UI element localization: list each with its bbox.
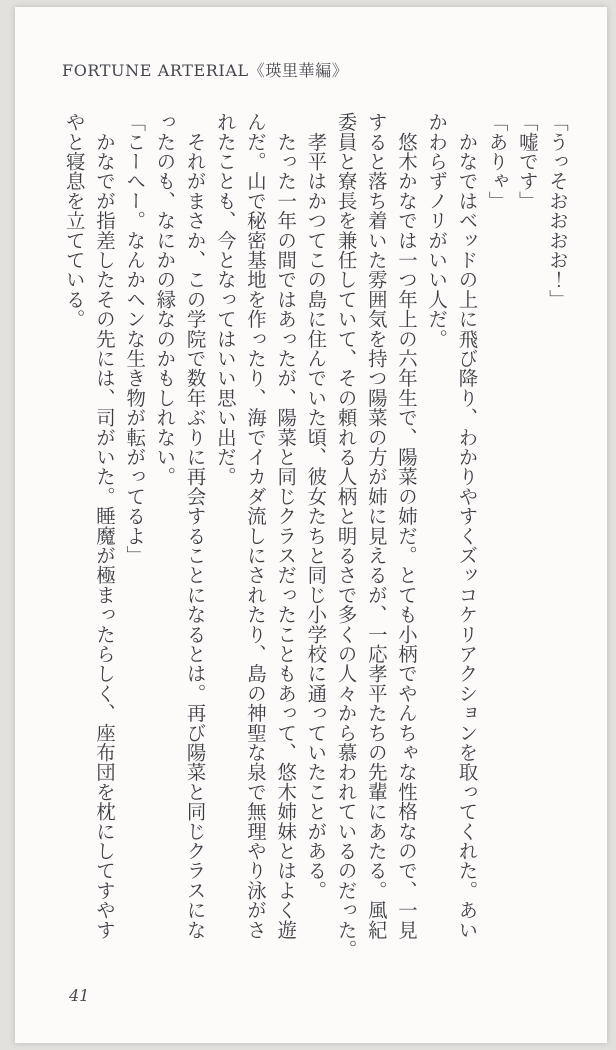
text-line: かなではベッドの上に飛び降り、わかりやすくズッコケリアクションを取ってくれた。あい xyxy=(455,112,479,940)
text-line: 「ありゃ」 xyxy=(485,112,509,211)
text-line: たった一年の間ではあったが、陽菜と同じクラスだったこともあって、悠木姉妹とはよく遊 xyxy=(274,112,298,940)
text-line: それがまさか、この学院で数年ぶりに再会することになるとは。再び陽菜と同じクラスにな xyxy=(183,112,207,940)
text-line: んだ。山で秘密基地を作ったり、海でイカダ流しにされたり、島の神聖な泉で無理やり泳がさ xyxy=(243,112,267,940)
text-line: かなでが指差したその先には、司がいた。睡魔が極まったらしく、座布団を枕にしてすやす xyxy=(92,112,116,940)
running-header: FORTUNE ARTERIAL《瑛里華編》 xyxy=(62,61,349,80)
text-line: 孝平はかつてこの島に住んでいた頃、彼女たちと同じ小学校に通っていたことがある。 xyxy=(304,112,328,900)
text-line: れたことも、今となってはいい思い出だ。 xyxy=(213,112,237,487)
vertical-text-block xyxy=(59,112,572,970)
text-line: すると落ち着いた雰囲気を持つ陽菜の方が姉に見えるが、一応孝平たちの先輩にあたる。風紀 xyxy=(364,112,388,940)
page-number: 41 xyxy=(69,986,90,1005)
text-line: 「うっそおおおお！」 xyxy=(546,112,569,309)
text-line: 委員と寮長を兼任していて、その頼れる人柄と明るさで多くの人々から慕われているのだった。 xyxy=(334,112,358,960)
text-line: 「こーへー。なんかヘンな生き物が転がってるよ」 xyxy=(123,112,147,566)
text-line: やと寝息を立てている。 xyxy=(62,112,86,329)
text-line: 「嘘です」 xyxy=(515,112,539,211)
text-line: かわらずノリがいい人だ。 xyxy=(425,112,449,349)
text-line: ったのも、なにかの縁なのかもしれない。 xyxy=(153,112,177,487)
text-line: 悠木かなでは一つ年上の六年生で、陽菜の姉だ。とても小柄でやんちゃな性格なので、一見 xyxy=(394,112,418,940)
